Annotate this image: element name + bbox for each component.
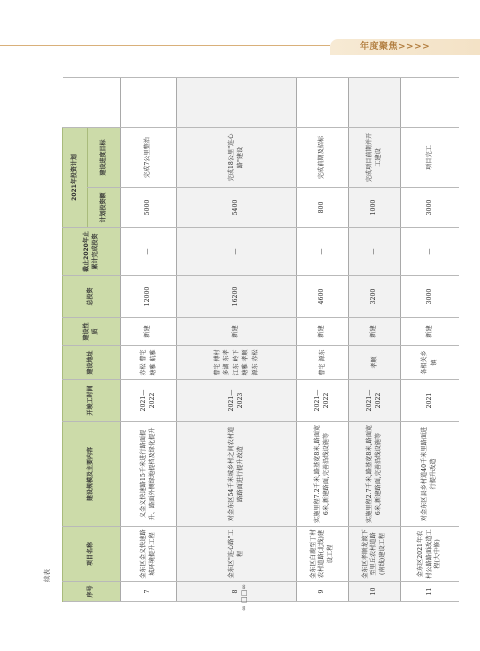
cell-planned: 3000 (401, 188, 459, 228)
cell-nature: 新建 (401, 318, 459, 346)
cell-nature: 新建 (349, 318, 401, 346)
cell-blank (349, 77, 401, 127)
cell-seq: 9 (297, 582, 349, 602)
continued-label: 续表 (43, 569, 51, 582)
table-row (349, 77, 401, 601)
cell-seq: 8 (177, 582, 297, 602)
cell-name: 金东区白鹿至丁村农村道路(北线)建设工程 (297, 527, 349, 582)
header-rule (0, 45, 330, 46)
header-planned: 计划投资额 (88, 188, 121, 228)
header-period: 开竣工时间 (63, 380, 121, 422)
cell-total: 3200 (349, 276, 401, 318)
cell-period: 2021—2023 (177, 380, 297, 422)
cell-location: 各相关乡镇 (401, 346, 459, 380)
table-row (297, 77, 349, 601)
cell-seq: 7 (121, 582, 177, 602)
header-seq: 序号 (63, 582, 121, 602)
cell-seq: 11 (401, 582, 459, 602)
table-row (401, 77, 459, 601)
header-name: 项目名称 (63, 527, 121, 582)
cell-completed: — (401, 228, 459, 276)
cell-nature: 新建 (177, 318, 297, 346)
cell-name: 金东区"连心路"工程 (177, 527, 297, 582)
cell-location: 曹宅 源东 (297, 346, 349, 380)
cell-scope: 实施里程7.2千米,路基宽8米,路面宽6米,新建路面,完善沿线设施等 (297, 422, 349, 527)
header-total: 总投资 (63, 276, 121, 318)
cell-goal: 项目完工 (401, 127, 459, 187)
cell-period: 2021—2022 (121, 380, 177, 422)
cell-scope: 实施里程2.7千米,路基宽8米,路面宽6米,新建路面,完善沿线设施等 (349, 422, 401, 527)
table-row (121, 77, 177, 601)
cell-nature: 新建 (121, 318, 177, 346)
cell-planned: 800 (297, 188, 349, 228)
header-location: 建设地址 (63, 346, 121, 380)
header-plan-2021: 2021年投资计划 (63, 127, 88, 227)
cell-scope: 对金东区县乡村道40千米里路面进行提升改造 (401, 422, 459, 527)
header-nature: 建设性质 (63, 318, 121, 346)
cell-planned: 5400 (177, 188, 297, 228)
cell-name: 金东区金义快速路城环境提升工程 (121, 527, 177, 582)
cell-completed: — (177, 228, 297, 276)
cell-period: 2021 (401, 380, 459, 422)
cell-total: 16200 (177, 276, 297, 318)
cell-goal: 完成7公里整治 (121, 127, 177, 187)
cell-nature: 新建 (297, 318, 349, 346)
header-completed: 截止2020年止累计完成投资 (63, 228, 121, 276)
header-spacer (63, 77, 121, 127)
cell-seq: 10 (349, 582, 401, 602)
cell-blank (297, 77, 349, 127)
header-scope: 建设规模及主要内容 (63, 422, 121, 527)
header-goal: 建设进度目标 (88, 127, 121, 187)
cell-location: 孝顺 (349, 346, 401, 380)
investment-plan-table (62, 78, 441, 602)
cell-scope: 对金东区54千米城乡村之间农村道路路面进行提升改造 (177, 422, 297, 527)
cell-goal: 完成前期及招标 (297, 127, 349, 187)
cell-total: 12000 (121, 276, 177, 318)
cell-goal: 完成项目前期并开工建设 (349, 127, 401, 187)
cell-blank (121, 77, 177, 127)
cell-period: 2021—2022 (297, 380, 349, 422)
cell-planned: 1000 (349, 188, 401, 228)
cell-total: 3000 (401, 276, 459, 318)
cell-goal: 完成18公里"连心路"建设 (177, 127, 297, 187)
section-title: 年度聚焦>>>> (360, 42, 431, 52)
cell-name: 金东区2021年农村公路路面改造工程(大中修) (401, 527, 459, 582)
cell-location: 赤松 曹宅 塘雅 航雅 (121, 346, 177, 380)
table-row (177, 77, 297, 601)
cell-completed: — (349, 228, 401, 276)
page-number: ∞ □□∞ (240, 583, 248, 611)
cell-location: 曹宅 傅村 多湖 东孝 江东 岭下 塘雅 孝顺 源东 赤松 (177, 346, 297, 380)
cell-scope: 义金义快速路15千米进行路面提升、路面外侧绿地提档及绿化提升 (121, 422, 177, 527)
cell-planned: 5000 (121, 188, 177, 228)
cell-blank (177, 77, 297, 127)
cell-total: 4600 (297, 276, 349, 318)
cell-name: 金东区孝顺龙渡下至里丘农村道路(南线)建设工程 (349, 527, 401, 582)
cell-period: 2021—2022 (349, 380, 401, 422)
cell-completed: — (121, 228, 177, 276)
cell-blank (401, 77, 459, 127)
cell-completed: — (297, 228, 349, 276)
